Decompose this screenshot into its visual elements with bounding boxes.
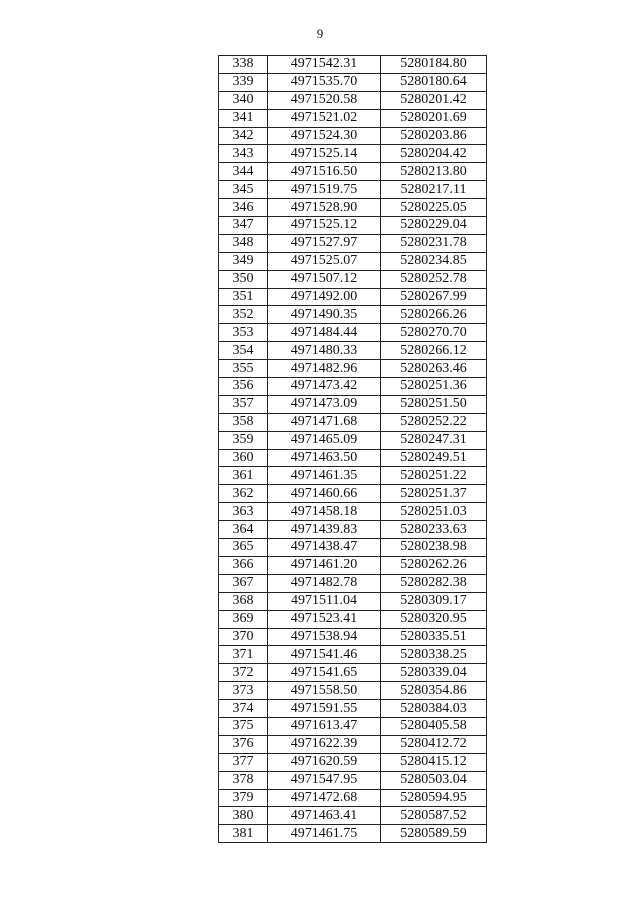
y-coordinate-cell: 5280251.22: [381, 467, 487, 485]
table-row: [219, 717, 487, 735]
point-number-cell: 346: [219, 199, 268, 217]
y-coordinate-cell: 5280204.42: [381, 145, 487, 163]
x-coordinate-cell: 4971547.95: [268, 771, 381, 789]
y-coordinate-cell: 5280339.04: [381, 664, 487, 682]
y-coordinate-cell: 5280384.03: [381, 700, 487, 718]
x-coordinate-cell: 4971538.94: [268, 628, 381, 646]
table-row: [219, 771, 487, 789]
point-number-cell: 366: [219, 556, 268, 574]
table-row: [219, 735, 487, 753]
y-coordinate-cell: 5280238.98: [381, 539, 487, 557]
y-coordinate-cell: 5280201.69: [381, 109, 487, 127]
table-row: [219, 378, 487, 396]
table-row: [219, 288, 487, 306]
y-coordinate-cell: 5280217.11: [381, 181, 487, 199]
point-number-cell: 363: [219, 503, 268, 521]
y-coordinate-cell: 5280270.70: [381, 324, 487, 342]
x-coordinate-cell: 4971472.68: [268, 789, 381, 807]
x-coordinate-cell: 4971439.83: [268, 521, 381, 539]
x-coordinate-cell: 4971461.20: [268, 556, 381, 574]
x-coordinate-cell: 4971525.14: [268, 145, 381, 163]
y-coordinate-cell: 5280354.86: [381, 682, 487, 700]
x-coordinate-cell: 4971471.68: [268, 413, 381, 431]
y-coordinate-cell: 5280335.51: [381, 628, 487, 646]
y-coordinate-cell: 5280251.37: [381, 485, 487, 503]
y-coordinate-cell: 5280594.95: [381, 789, 487, 807]
table-row: [219, 753, 487, 771]
x-coordinate-cell: 4971591.55: [268, 700, 381, 718]
point-number-cell: 367: [219, 574, 268, 592]
x-coordinate-cell: 4971520.58: [268, 91, 381, 109]
x-coordinate-cell: 4971525.07: [268, 252, 381, 270]
point-number-cell: 347: [219, 217, 268, 235]
point-number-cell: 370: [219, 628, 268, 646]
point-number-cell: 348: [219, 234, 268, 252]
y-coordinate-cell: 5280320.95: [381, 610, 487, 628]
table-row: [219, 109, 487, 127]
y-coordinate-cell: 5280233.63: [381, 521, 487, 539]
table-row: [219, 521, 487, 539]
page-number: 9: [316, 26, 324, 41]
table-row: [219, 431, 487, 449]
point-number-cell: 379: [219, 789, 268, 807]
y-coordinate-cell: 5280229.04: [381, 217, 487, 235]
y-coordinate-cell: 5280309.17: [381, 592, 487, 610]
point-number-cell: 373: [219, 682, 268, 700]
y-coordinate-cell: 5280251.50: [381, 395, 487, 413]
y-coordinate-cell: 5280225.05: [381, 199, 487, 217]
table-row: [219, 360, 487, 378]
x-coordinate-cell: 4971535.70: [268, 73, 381, 91]
point-number-cell: 342: [219, 127, 268, 145]
table-row: [219, 91, 487, 109]
x-coordinate-cell: 4971507.12: [268, 270, 381, 288]
point-number-cell: 362: [219, 485, 268, 503]
y-coordinate-cell: 5280412.72: [381, 735, 487, 753]
table-row: [219, 306, 487, 324]
x-coordinate-cell: 4971438.47: [268, 539, 381, 557]
point-number-cell: 339: [219, 73, 268, 91]
y-coordinate-cell: 5280282.38: [381, 574, 487, 592]
point-number-cell: 374: [219, 700, 268, 718]
point-number-cell: 375: [219, 717, 268, 735]
point-number-cell: 365: [219, 539, 268, 557]
table-row: [219, 700, 487, 718]
x-coordinate-cell: 4971511.04: [268, 592, 381, 610]
table-row: [219, 73, 487, 91]
table-row: [219, 485, 487, 503]
y-coordinate-cell: 5280589.59: [381, 825, 487, 843]
x-coordinate-cell: 4971528.90: [268, 199, 381, 217]
x-coordinate-cell: 4971473.09: [268, 395, 381, 413]
x-coordinate-cell: 4971492.00: [268, 288, 381, 306]
table-row: [219, 610, 487, 628]
table-row: [219, 342, 487, 360]
y-coordinate-cell: 5280249.51: [381, 449, 487, 467]
coordinates-table-body: [219, 56, 487, 843]
table-row: [219, 449, 487, 467]
table-row: [219, 270, 487, 288]
table-row: [219, 163, 487, 181]
table-row: [219, 56, 487, 74]
y-coordinate-cell: 5280251.03: [381, 503, 487, 521]
coordinates-table: [218, 55, 487, 843]
table-row: [219, 181, 487, 199]
x-coordinate-cell: 4971482.96: [268, 360, 381, 378]
x-coordinate-cell: 4971527.97: [268, 234, 381, 252]
table-row: [219, 145, 487, 163]
table-row: [219, 574, 487, 592]
y-coordinate-cell: 5280231.78: [381, 234, 487, 252]
point-number-cell: 381: [219, 825, 268, 843]
table-row: [219, 807, 487, 825]
table-row: [219, 234, 487, 252]
y-coordinate-cell: 5280203.86: [381, 127, 487, 145]
y-coordinate-cell: 5280338.25: [381, 646, 487, 664]
point-number-cell: 357: [219, 395, 268, 413]
point-number-cell: 353: [219, 324, 268, 342]
x-coordinate-cell: 4971541.65: [268, 664, 381, 682]
table-row: [219, 825, 487, 843]
point-number-cell: 378: [219, 771, 268, 789]
x-coordinate-cell: 4971542.31: [268, 56, 381, 74]
point-number-cell: 364: [219, 521, 268, 539]
x-coordinate-cell: 4971463.41: [268, 807, 381, 825]
point-number-cell: 359: [219, 431, 268, 449]
point-number-cell: 372: [219, 664, 268, 682]
table-row: [219, 592, 487, 610]
point-number-cell: 380: [219, 807, 268, 825]
x-coordinate-cell: 4971525.12: [268, 217, 381, 235]
point-number-cell: 368: [219, 592, 268, 610]
point-number-cell: 352: [219, 306, 268, 324]
point-number-cell: 358: [219, 413, 268, 431]
table-row: [219, 556, 487, 574]
point-number-cell: 361: [219, 467, 268, 485]
x-coordinate-cell: 4971620.59: [268, 753, 381, 771]
y-coordinate-cell: 5280251.36: [381, 378, 487, 396]
x-coordinate-cell: 4971519.75: [268, 181, 381, 199]
table-row: [219, 127, 487, 145]
point-number-cell: 341: [219, 109, 268, 127]
table-row: [219, 252, 487, 270]
point-number-cell: 369: [219, 610, 268, 628]
point-number-cell: 351: [219, 288, 268, 306]
y-coordinate-cell: 5280266.26: [381, 306, 487, 324]
y-coordinate-cell: 5280415.12: [381, 753, 487, 771]
x-coordinate-cell: 4971461.75: [268, 825, 381, 843]
x-coordinate-cell: 4971463.50: [268, 449, 381, 467]
table-row: [219, 413, 487, 431]
y-coordinate-cell: 5280262.26: [381, 556, 487, 574]
point-number-cell: 343: [219, 145, 268, 163]
table-row: [219, 789, 487, 807]
y-coordinate-cell: 5280503.04: [381, 771, 487, 789]
point-number-cell: 338: [219, 56, 268, 74]
x-coordinate-cell: 4971482.78: [268, 574, 381, 592]
y-coordinate-cell: 5280184.80: [381, 56, 487, 74]
y-coordinate-cell: 5280234.85: [381, 252, 487, 270]
table-row: [219, 467, 487, 485]
point-number-cell: 340: [219, 91, 268, 109]
point-number-cell: 349: [219, 252, 268, 270]
x-coordinate-cell: 4971622.39: [268, 735, 381, 753]
point-number-cell: 377: [219, 753, 268, 771]
point-number-cell: 354: [219, 342, 268, 360]
x-coordinate-cell: 4971524.30: [268, 127, 381, 145]
y-coordinate-cell: 5280201.42: [381, 91, 487, 109]
y-coordinate-cell: 5280267.99: [381, 288, 487, 306]
x-coordinate-cell: 4971465.09: [268, 431, 381, 449]
table-row: [219, 628, 487, 646]
x-coordinate-cell: 4971484.44: [268, 324, 381, 342]
table-row: [219, 503, 487, 521]
table-row: [219, 324, 487, 342]
x-coordinate-cell: 4971480.33: [268, 342, 381, 360]
x-coordinate-cell: 4971490.35: [268, 306, 381, 324]
x-coordinate-cell: 4971458.18: [268, 503, 381, 521]
x-coordinate-cell: 4971473.42: [268, 378, 381, 396]
x-coordinate-cell: 4971541.46: [268, 646, 381, 664]
table-row: [219, 217, 487, 235]
point-number-cell: 345: [219, 181, 268, 199]
x-coordinate-cell: 4971460.66: [268, 485, 381, 503]
table-row: [219, 664, 487, 682]
y-coordinate-cell: 5280180.64: [381, 73, 487, 91]
y-coordinate-cell: 5280247.31: [381, 431, 487, 449]
y-coordinate-cell: 5280252.78: [381, 270, 487, 288]
point-number-cell: 376: [219, 735, 268, 753]
table-row: [219, 646, 487, 664]
x-coordinate-cell: 4971461.35: [268, 467, 381, 485]
x-coordinate-cell: 4971521.02: [268, 109, 381, 127]
y-coordinate-cell: 5280405.58: [381, 717, 487, 735]
x-coordinate-cell: 4971558.50: [268, 682, 381, 700]
point-number-cell: 355: [219, 360, 268, 378]
y-coordinate-cell: 5280252.22: [381, 413, 487, 431]
point-number-cell: 356: [219, 378, 268, 396]
table-row: [219, 539, 487, 557]
y-coordinate-cell: 5280213.80: [381, 163, 487, 181]
y-coordinate-cell: 5280266.12: [381, 342, 487, 360]
point-number-cell: 371: [219, 646, 268, 664]
y-coordinate-cell: 5280587.52: [381, 807, 487, 825]
x-coordinate-cell: 4971523.41: [268, 610, 381, 628]
point-number-cell: 360: [219, 449, 268, 467]
table-row: [219, 395, 487, 413]
point-number-cell: 344: [219, 163, 268, 181]
table-row: [219, 682, 487, 700]
y-coordinate-cell: 5280263.46: [381, 360, 487, 378]
x-coordinate-cell: 4971516.50: [268, 163, 381, 181]
x-coordinate-cell: 4971613.47: [268, 717, 381, 735]
table-row: [219, 199, 487, 217]
point-number-cell: 350: [219, 270, 268, 288]
